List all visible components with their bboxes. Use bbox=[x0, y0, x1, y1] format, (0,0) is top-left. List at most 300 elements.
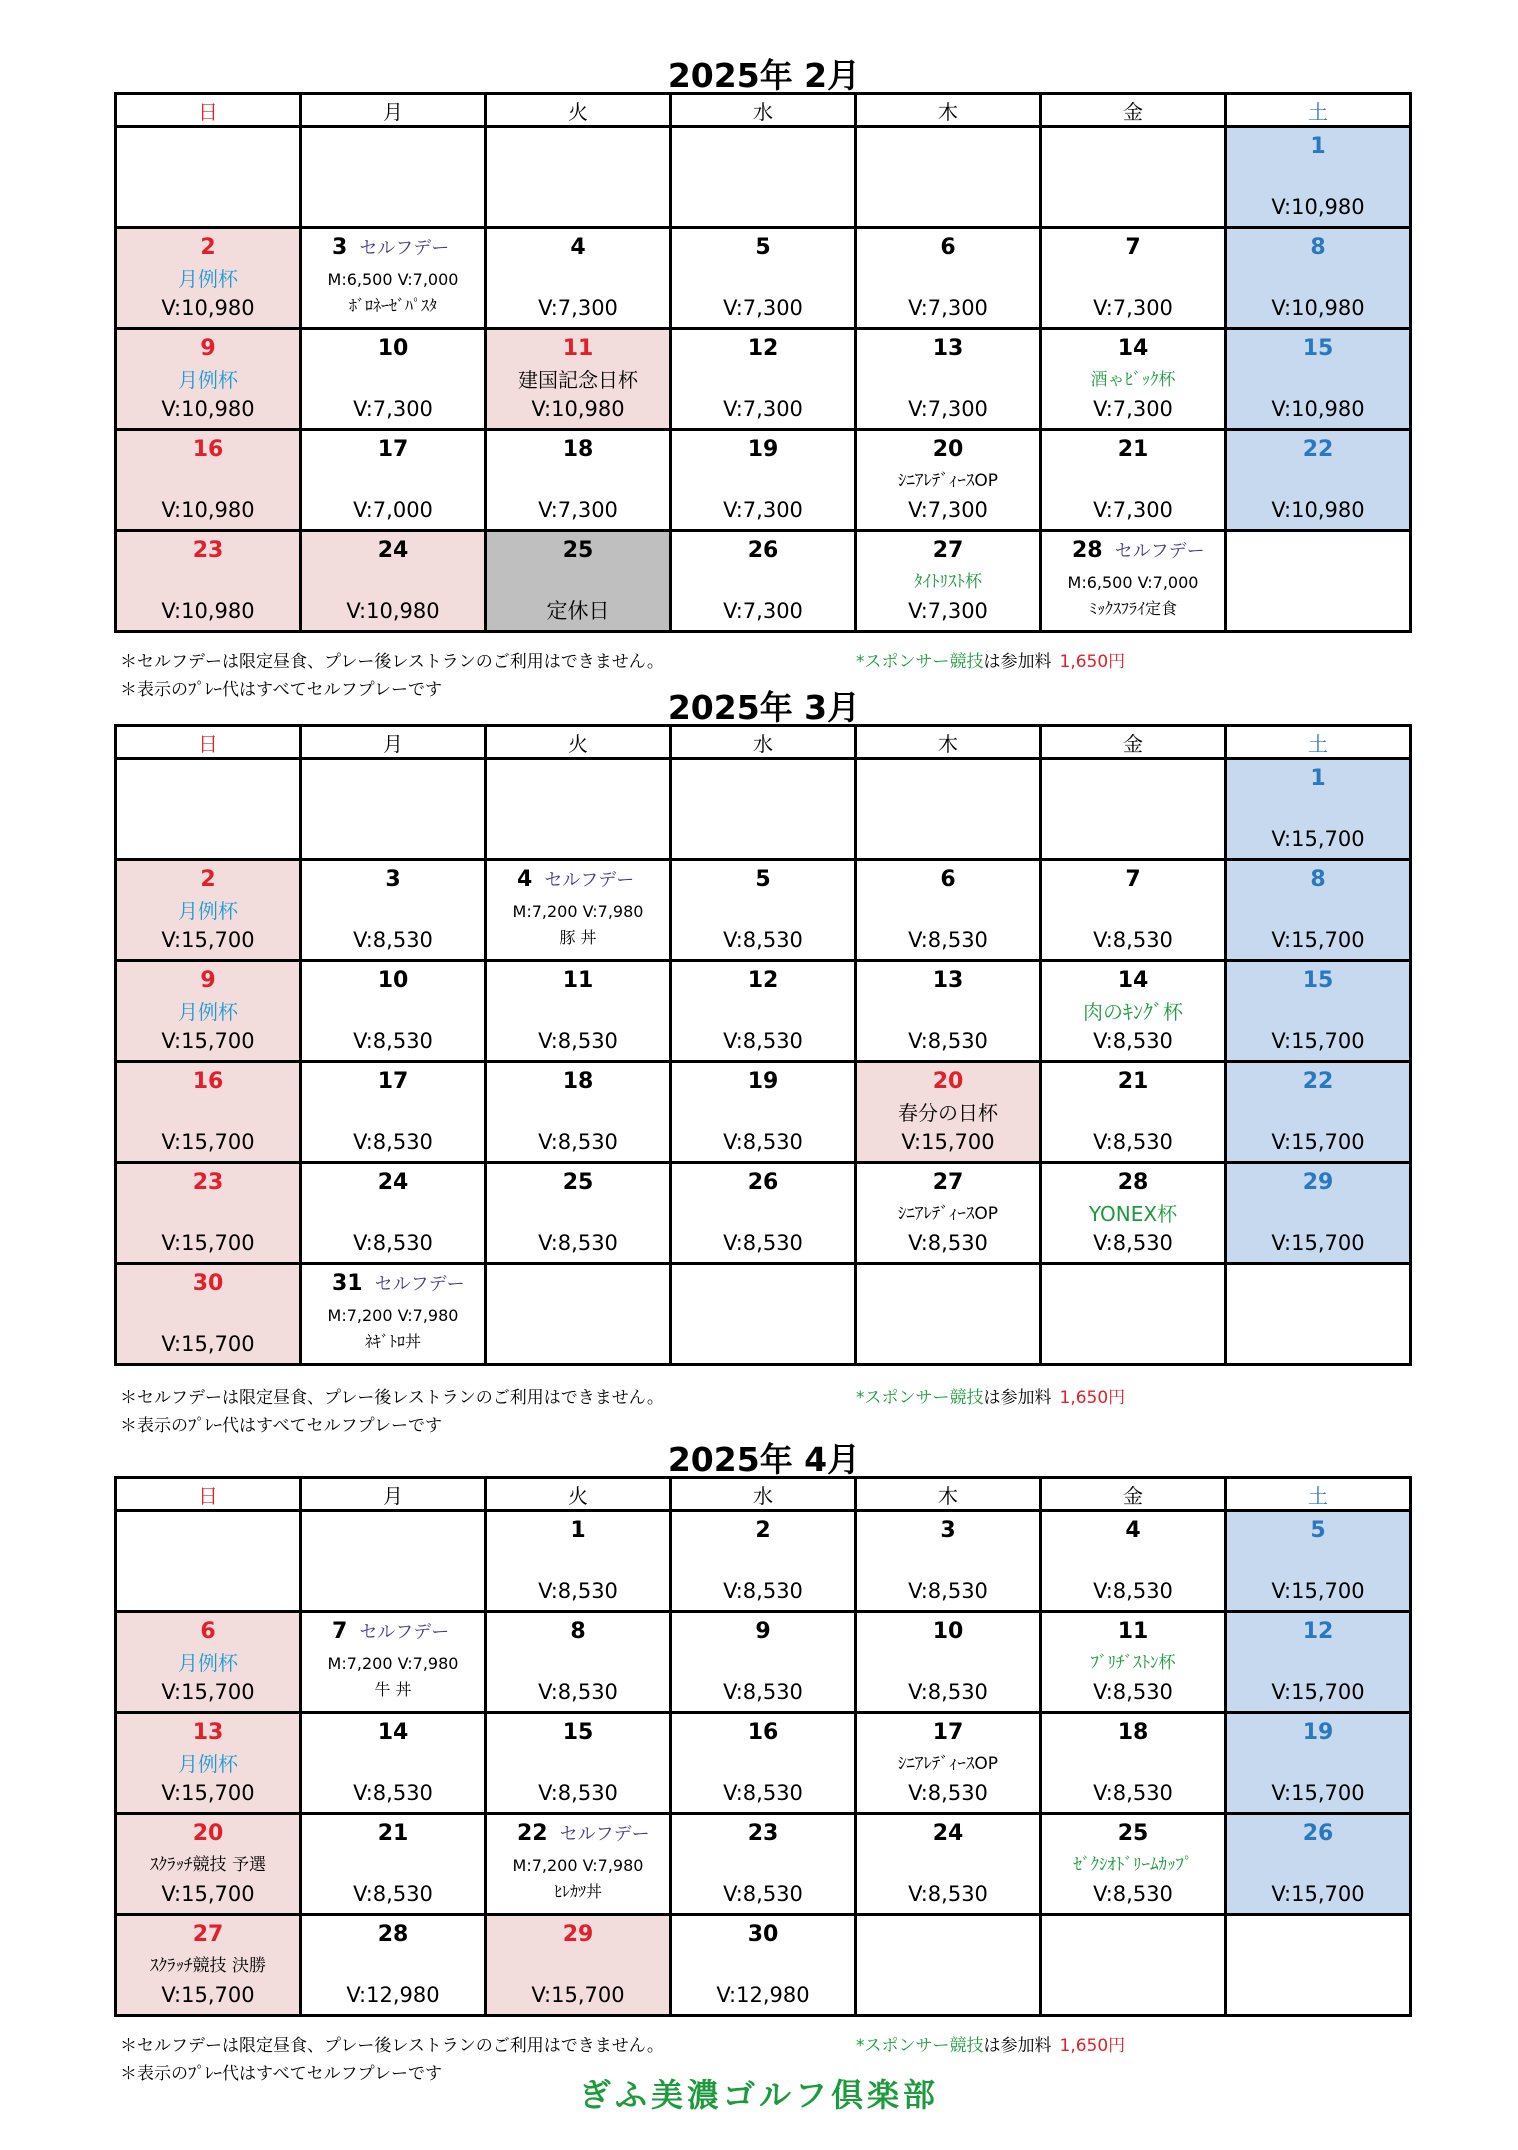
weekday-header: 木 bbox=[856, 94, 1041, 127]
day-number-value: 18 bbox=[562, 437, 594, 462]
day-number bbox=[1042, 437, 1224, 463]
day-number-value: 27 bbox=[192, 1922, 224, 1947]
day-cell bbox=[301, 329, 486, 430]
day-cell bbox=[116, 759, 301, 860]
calendar-table bbox=[114, 724, 1412, 1366]
day-number-value: 18 bbox=[562, 1069, 594, 1094]
price-label: V:7,300 bbox=[538, 296, 618, 320]
day-cell bbox=[856, 1713, 1041, 1814]
day-cell bbox=[856, 127, 1041, 228]
day-cell bbox=[1226, 430, 1411, 531]
price-label: V:8,530 bbox=[723, 1029, 803, 1053]
day-number bbox=[1072, 538, 1224, 565]
week-row bbox=[116, 860, 1411, 961]
day-number-value: 29 bbox=[562, 1922, 594, 1947]
day-number bbox=[857, 336, 1039, 362]
day-number-value: 21 bbox=[1117, 1069, 1149, 1094]
day-cell bbox=[116, 1511, 301, 1612]
week-row bbox=[116, 759, 1411, 860]
day-cell bbox=[1041, 1163, 1226, 1264]
day-cell bbox=[671, 228, 856, 329]
day-cell bbox=[116, 1814, 301, 1915]
day-cell bbox=[301, 961, 486, 1062]
price-label: V:7,300 bbox=[353, 397, 433, 421]
selfday-tag: セルフデー bbox=[544, 870, 635, 891]
day-number bbox=[1042, 1720, 1224, 1746]
day-cell bbox=[301, 1511, 486, 1612]
day-number bbox=[1227, 1069, 1409, 1095]
price-label: V:10,980 bbox=[161, 296, 255, 320]
day-number-value: 27 bbox=[932, 1170, 964, 1195]
selfplay-note: ＊表示のﾌﾟﾚｰ代はすべてセルフプレーです bbox=[120, 680, 442, 700]
day-number bbox=[487, 1720, 669, 1746]
day-number bbox=[1042, 867, 1224, 893]
day-number-value: 16 bbox=[192, 1069, 224, 1094]
day-number bbox=[1227, 968, 1409, 994]
price-label: V:8,530 bbox=[908, 1231, 988, 1255]
sponsor-note-label: *スポンサー競技 bbox=[856, 652, 984, 672]
day-cell bbox=[1226, 1511, 1411, 1612]
day-number-value: 25 bbox=[562, 538, 594, 563]
event-label: 月例杯 bbox=[178, 899, 238, 923]
price-label: V:7,300 bbox=[723, 599, 803, 623]
day-number bbox=[1042, 336, 1224, 362]
event-label: ﾀｲﾄﾘｽﾄ杯 bbox=[914, 572, 982, 592]
day-cell bbox=[671, 1163, 856, 1264]
day-cell bbox=[1226, 961, 1411, 1062]
day-number-value: 22 bbox=[1302, 437, 1334, 462]
day-number bbox=[487, 968, 669, 994]
price-label: V:7,300 bbox=[1093, 397, 1173, 421]
day-number bbox=[487, 1518, 669, 1544]
day-number-value: 6 bbox=[940, 235, 956, 260]
weekday-header: 金 bbox=[1041, 1478, 1226, 1511]
sponsor-fee: 1,650円 bbox=[1059, 1388, 1126, 1408]
day-number-value: 2 bbox=[200, 867, 216, 892]
day-cell bbox=[1041, 329, 1226, 430]
price-label: V:10,980 bbox=[346, 599, 440, 623]
day-number-value: 19 bbox=[1302, 1720, 1334, 1745]
day-number-value: 8 bbox=[1310, 867, 1326, 892]
day-number-value: 9 bbox=[200, 968, 216, 993]
day-cell bbox=[671, 1511, 856, 1612]
sponsor-note bbox=[856, 650, 1125, 674]
day-cell bbox=[1041, 430, 1226, 531]
day-cell bbox=[1041, 1814, 1226, 1915]
day-number bbox=[1042, 1069, 1224, 1095]
weekday-header: 水 bbox=[671, 1478, 856, 1511]
sponsor-note-text: は参加料 bbox=[983, 652, 1052, 672]
day-number-value: 20 bbox=[932, 1069, 964, 1094]
price-label: V:7,300 bbox=[908, 296, 988, 320]
day-number bbox=[487, 538, 669, 564]
price-label: 豚 丼 bbox=[559, 928, 597, 947]
day-number-value: 15 bbox=[1302, 336, 1334, 361]
selfplay-note: ＊表示のﾌﾟﾚｰ代はすべてセルフプレーです bbox=[120, 1416, 442, 1436]
day-cell bbox=[671, 1612, 856, 1713]
price-label: V:15,700 bbox=[1271, 1579, 1365, 1603]
day-number-value: 26 bbox=[747, 538, 779, 563]
price-label: V:7,300 bbox=[723, 498, 803, 522]
day-cell bbox=[856, 1915, 1041, 2016]
week-row bbox=[116, 1713, 1411, 1814]
day-cell bbox=[671, 860, 856, 961]
day-cell bbox=[1041, 1713, 1226, 1814]
day-number-value: 15 bbox=[562, 1720, 594, 1745]
day-cell bbox=[116, 1264, 301, 1365]
day-number bbox=[487, 336, 669, 362]
week-row bbox=[116, 1511, 1411, 1612]
price-label: V:15,700 bbox=[161, 1983, 255, 2007]
day-number-value: 13 bbox=[192, 1720, 224, 1745]
price-label: V:7,300 bbox=[723, 397, 803, 421]
day-number bbox=[1227, 235, 1409, 261]
day-cell bbox=[1226, 1062, 1411, 1163]
day-cell bbox=[1041, 961, 1226, 1062]
day-number bbox=[1227, 1170, 1409, 1196]
week-row bbox=[116, 228, 1411, 329]
day-number-value: 1 bbox=[1310, 766, 1326, 791]
event-label: M:7,200 V:7,980 bbox=[327, 1306, 459, 1325]
day-number-value: 12 bbox=[747, 336, 779, 361]
day-cell bbox=[856, 961, 1041, 1062]
day-number-value: 13 bbox=[932, 968, 964, 993]
calendar-table bbox=[114, 1476, 1412, 2017]
day-number-value: 18 bbox=[1117, 1720, 1149, 1745]
price-label: V:8,530 bbox=[538, 1029, 618, 1053]
day-number bbox=[672, 867, 854, 893]
day-number-value: 10 bbox=[377, 968, 409, 993]
day-cell bbox=[301, 1163, 486, 1264]
week-row bbox=[116, 430, 1411, 531]
day-number bbox=[517, 1821, 669, 1848]
day-cell bbox=[301, 1612, 486, 1713]
event-label: ｼﾆｱﾚﾃﾞｨｰｽOP bbox=[897, 1204, 999, 1224]
day-number-value: 10 bbox=[932, 1619, 964, 1644]
price-label: V:7,000 bbox=[353, 498, 433, 522]
day-number bbox=[302, 1922, 484, 1948]
day-cell bbox=[486, 127, 671, 228]
day-cell bbox=[1041, 1612, 1226, 1713]
price-label: V:8,530 bbox=[908, 1579, 988, 1603]
week-row bbox=[116, 329, 1411, 430]
price-label: V:8,530 bbox=[353, 1231, 433, 1255]
day-number-value: 15 bbox=[1302, 968, 1334, 993]
day-cell bbox=[486, 759, 671, 860]
week-row bbox=[116, 1612, 1411, 1713]
price-label: V:15,700 bbox=[1271, 1882, 1365, 1906]
day-cell bbox=[486, 1814, 671, 1915]
day-number bbox=[857, 437, 1039, 463]
weekday-header-row bbox=[116, 726, 1411, 759]
day-number-value: 19 bbox=[747, 1069, 779, 1094]
weekday-header: 日 bbox=[116, 726, 301, 759]
price-label: V:15,700 bbox=[161, 1231, 255, 1255]
price-label: V:8,530 bbox=[908, 1882, 988, 1906]
day-number-value: 16 bbox=[747, 1720, 779, 1745]
price-label: V:10,980 bbox=[1271, 296, 1365, 320]
day-cell bbox=[1226, 759, 1411, 860]
day-number bbox=[857, 968, 1039, 994]
day-number-value: 11 bbox=[1117, 1619, 1149, 1644]
weekday-header: 火 bbox=[486, 1478, 671, 1511]
price-label: V:7,300 bbox=[908, 498, 988, 522]
event-label: 月例杯 bbox=[178, 368, 238, 392]
day-cell bbox=[116, 430, 301, 531]
day-cell bbox=[1226, 1713, 1411, 1814]
day-cell bbox=[1041, 759, 1226, 860]
day-number-value: 12 bbox=[1302, 1619, 1334, 1644]
day-number-value: 4 bbox=[517, 867, 533, 892]
day-number-value: 3 bbox=[940, 1518, 956, 1543]
price-label: V:7,300 bbox=[1093, 296, 1173, 320]
day-number-value: 22 bbox=[517, 1821, 548, 1846]
day-cell bbox=[856, 430, 1041, 531]
day-number-value: 26 bbox=[1302, 1821, 1334, 1846]
day-number bbox=[302, 1821, 484, 1847]
day-cell bbox=[856, 1511, 1041, 1612]
week-row bbox=[116, 531, 1411, 632]
price-label: V:7,300 bbox=[1093, 498, 1173, 522]
day-number-value: 1 bbox=[1310, 134, 1326, 159]
weekday-header: 月 bbox=[301, 1478, 486, 1511]
day-number bbox=[302, 1170, 484, 1196]
day-cell bbox=[856, 1264, 1041, 1365]
weekday-header-row bbox=[116, 1478, 1411, 1511]
weekday-header: 火 bbox=[486, 726, 671, 759]
day-number bbox=[857, 867, 1039, 893]
selfday-tag: セルフデー bbox=[359, 1622, 450, 1643]
day-cell bbox=[671, 1713, 856, 1814]
day-cell bbox=[1226, 228, 1411, 329]
day-number bbox=[1227, 1720, 1409, 1746]
day-cell bbox=[1226, 127, 1411, 228]
day-cell bbox=[116, 860, 301, 961]
day-number bbox=[117, 1922, 299, 1948]
day-number bbox=[672, 1619, 854, 1645]
price-label: V:8,530 bbox=[1093, 1130, 1173, 1154]
day-number bbox=[117, 1170, 299, 1196]
day-cell bbox=[856, 1612, 1041, 1713]
day-number bbox=[672, 1720, 854, 1746]
price-label: V:10,980 bbox=[1271, 195, 1365, 219]
day-number-value: 3 bbox=[332, 235, 348, 260]
weekday-header: 土 bbox=[1226, 726, 1411, 759]
weekday-header: 水 bbox=[671, 726, 856, 759]
week-row bbox=[116, 961, 1411, 1062]
day-number-value: 25 bbox=[1117, 1821, 1149, 1846]
day-cell bbox=[486, 1713, 671, 1814]
day-cell bbox=[301, 1264, 486, 1365]
day-cell bbox=[856, 531, 1041, 632]
day-number bbox=[117, 968, 299, 994]
day-cell bbox=[116, 1713, 301, 1814]
price-label: V:15,700 bbox=[161, 928, 255, 952]
day-number-value: 22 bbox=[1302, 1069, 1334, 1094]
day-cell bbox=[671, 961, 856, 1062]
day-number bbox=[117, 538, 299, 564]
day-number-value: 14 bbox=[1117, 968, 1149, 993]
day-number-value: 3 bbox=[385, 867, 401, 892]
event-label: 春分の日杯 bbox=[898, 1101, 998, 1125]
day-number bbox=[672, 538, 854, 564]
day-number bbox=[332, 235, 484, 262]
day-cell bbox=[856, 759, 1041, 860]
event-label: ｼﾆｱﾚﾃﾞｨｰｽOP bbox=[897, 471, 999, 491]
price-label: V:15,700 bbox=[161, 1680, 255, 1704]
price-label: V:7,300 bbox=[538, 498, 618, 522]
day-number bbox=[117, 437, 299, 463]
sponsor-fee: 1,650円 bbox=[1059, 2036, 1126, 2056]
day-number bbox=[1042, 235, 1224, 261]
price-label: V:15,700 bbox=[1271, 827, 1365, 851]
day-number-value: 12 bbox=[747, 968, 779, 993]
calendar-table bbox=[114, 92, 1412, 633]
price-label: V:10,980 bbox=[161, 498, 255, 522]
day-number-value: 20 bbox=[192, 1821, 224, 1846]
price-label: V:8,530 bbox=[908, 1781, 988, 1805]
price-label: V:8,530 bbox=[723, 1781, 803, 1805]
day-number-value: 28 bbox=[1117, 1170, 1149, 1195]
price-label: V:15,700 bbox=[1271, 1781, 1365, 1805]
price-label: V:15,700 bbox=[1271, 1231, 1365, 1255]
day-number bbox=[487, 235, 669, 261]
weekday-header: 木 bbox=[856, 726, 1041, 759]
weekday-header: 土 bbox=[1226, 94, 1411, 127]
selfday-tag: セルフデー bbox=[559, 1824, 650, 1845]
sponsor-note-label: *スポンサー競技 bbox=[856, 2036, 984, 2056]
day-number-value: 17 bbox=[377, 1069, 409, 1094]
price-label: V:8,530 bbox=[1093, 928, 1173, 952]
day-number-value: 21 bbox=[1117, 437, 1149, 462]
day-number bbox=[117, 1619, 299, 1645]
day-number bbox=[1227, 1518, 1409, 1544]
day-cell bbox=[486, 1264, 671, 1365]
sponsor-note bbox=[856, 2034, 1125, 2058]
day-number-value: 28 bbox=[377, 1922, 409, 1947]
day-number-value: 1 bbox=[570, 1518, 586, 1543]
week-row bbox=[116, 1264, 1411, 1365]
weekday-header: 月 bbox=[301, 94, 486, 127]
day-cell bbox=[671, 531, 856, 632]
price-label: V:8,530 bbox=[1093, 1781, 1173, 1805]
day-number bbox=[487, 1619, 669, 1645]
day-cell bbox=[301, 1814, 486, 1915]
day-number bbox=[517, 867, 669, 894]
day-cell bbox=[486, 1612, 671, 1713]
day-cell bbox=[486, 1915, 671, 2016]
day-number bbox=[117, 867, 299, 893]
day-number-value: 13 bbox=[932, 336, 964, 361]
day-cell bbox=[116, 329, 301, 430]
day-number-value: 8 bbox=[570, 1619, 586, 1644]
sponsor-note-text: は参加料 bbox=[983, 2036, 1052, 2056]
day-number bbox=[857, 538, 1039, 564]
price-label: V:15,700 bbox=[531, 1983, 625, 2007]
day-cell bbox=[1226, 329, 1411, 430]
day-number-value: 24 bbox=[932, 1821, 964, 1846]
day-cell bbox=[1226, 1264, 1411, 1365]
day-number-value: 5 bbox=[755, 867, 771, 892]
price-label: ﾐｯｸｽﾌﾗｲ定食 bbox=[1088, 599, 1177, 618]
day-number-value: 23 bbox=[747, 1821, 779, 1846]
selfday-note: ＊セルフデーは限定昼食、プレー後レストランのご利用はできません。 bbox=[120, 652, 664, 672]
price-label: V:8,530 bbox=[723, 1231, 803, 1255]
day-cell bbox=[116, 1062, 301, 1163]
selfday-note: ＊セルフデーは限定昼食、プレー後レストランのご利用はできません。 bbox=[120, 2036, 664, 2056]
day-number-value: 21 bbox=[377, 1821, 409, 1846]
day-number-value: 2 bbox=[200, 235, 216, 260]
day-number bbox=[302, 968, 484, 994]
event-label: ﾌﾞﾘﾁﾞｽﾄﾝ杯 bbox=[1090, 1653, 1176, 1673]
day-number bbox=[857, 1821, 1039, 1847]
day-number-value: 17 bbox=[377, 437, 409, 462]
price-label: ﾎﾞﾛﾈｰｾﾞﾊﾟｽﾀ bbox=[348, 296, 437, 315]
day-number-value: 6 bbox=[200, 1619, 216, 1644]
event-label: 肉のｷﾝｸﾞ杯 bbox=[1083, 1000, 1183, 1024]
day-cell bbox=[301, 228, 486, 329]
day-number bbox=[117, 336, 299, 362]
day-cell bbox=[301, 531, 486, 632]
day-number bbox=[857, 1720, 1039, 1746]
event-label: ｾﾞｸｼｵﾄﾞﾘｰﾑｶｯﾌﾟ bbox=[1073, 1855, 1193, 1875]
day-number bbox=[302, 1720, 484, 1746]
day-cell bbox=[1041, 1062, 1226, 1163]
club-name-footer: ぎふ美濃ゴルフ倶楽部 bbox=[578, 2076, 939, 2114]
day-cell bbox=[1041, 1511, 1226, 1612]
price-label: V:8,530 bbox=[353, 928, 433, 952]
day-number-value: 24 bbox=[377, 1170, 409, 1195]
day-number bbox=[117, 1720, 299, 1746]
price-label: V:8,530 bbox=[723, 1882, 803, 1906]
price-label: V:12,980 bbox=[346, 1983, 440, 2007]
price-label: V:8,530 bbox=[1093, 1680, 1173, 1704]
day-cell bbox=[856, 329, 1041, 430]
price-label: V:8,530 bbox=[908, 928, 988, 952]
event-label: M:6,500 V:7,000 bbox=[1067, 573, 1199, 592]
day-number bbox=[1227, 766, 1409, 792]
price-label: V:15,700 bbox=[161, 1882, 255, 1906]
day-number bbox=[487, 1170, 669, 1196]
day-number bbox=[1227, 867, 1409, 893]
day-number-value: 11 bbox=[562, 968, 594, 993]
day-number-value: 31 bbox=[332, 1271, 363, 1296]
day-number-value: 7 bbox=[1125, 235, 1141, 260]
price-label: V:8,530 bbox=[353, 1781, 433, 1805]
day-cell bbox=[671, 1264, 856, 1365]
day-number bbox=[117, 235, 299, 261]
event-label: ｽｸﾗｯﾁ競技 決勝 bbox=[150, 1956, 266, 1976]
day-number-value: 27 bbox=[932, 538, 964, 563]
price-label: ﾈｷﾞﾄﾛ丼 bbox=[364, 1332, 421, 1351]
day-number bbox=[1042, 968, 1224, 994]
price-label: V:8,530 bbox=[723, 1680, 803, 1704]
price-label: V:15,700 bbox=[1271, 1029, 1365, 1053]
price-label: V:7,300 bbox=[908, 397, 988, 421]
selfday-tag: セルフデー bbox=[1114, 541, 1205, 562]
day-number bbox=[117, 1271, 299, 1297]
event-label: 月例杯 bbox=[178, 267, 238, 291]
day-number-value: 6 bbox=[940, 867, 956, 892]
price-label: V:10,980 bbox=[161, 599, 255, 623]
price-label: V:8,530 bbox=[723, 1130, 803, 1154]
day-number-value: 16 bbox=[192, 437, 224, 462]
day-number bbox=[302, 1069, 484, 1095]
day-number-value: 5 bbox=[755, 235, 771, 260]
event-label: YONEX杯 bbox=[1088, 1202, 1178, 1226]
day-cell bbox=[1226, 860, 1411, 961]
day-number bbox=[1227, 134, 1409, 160]
